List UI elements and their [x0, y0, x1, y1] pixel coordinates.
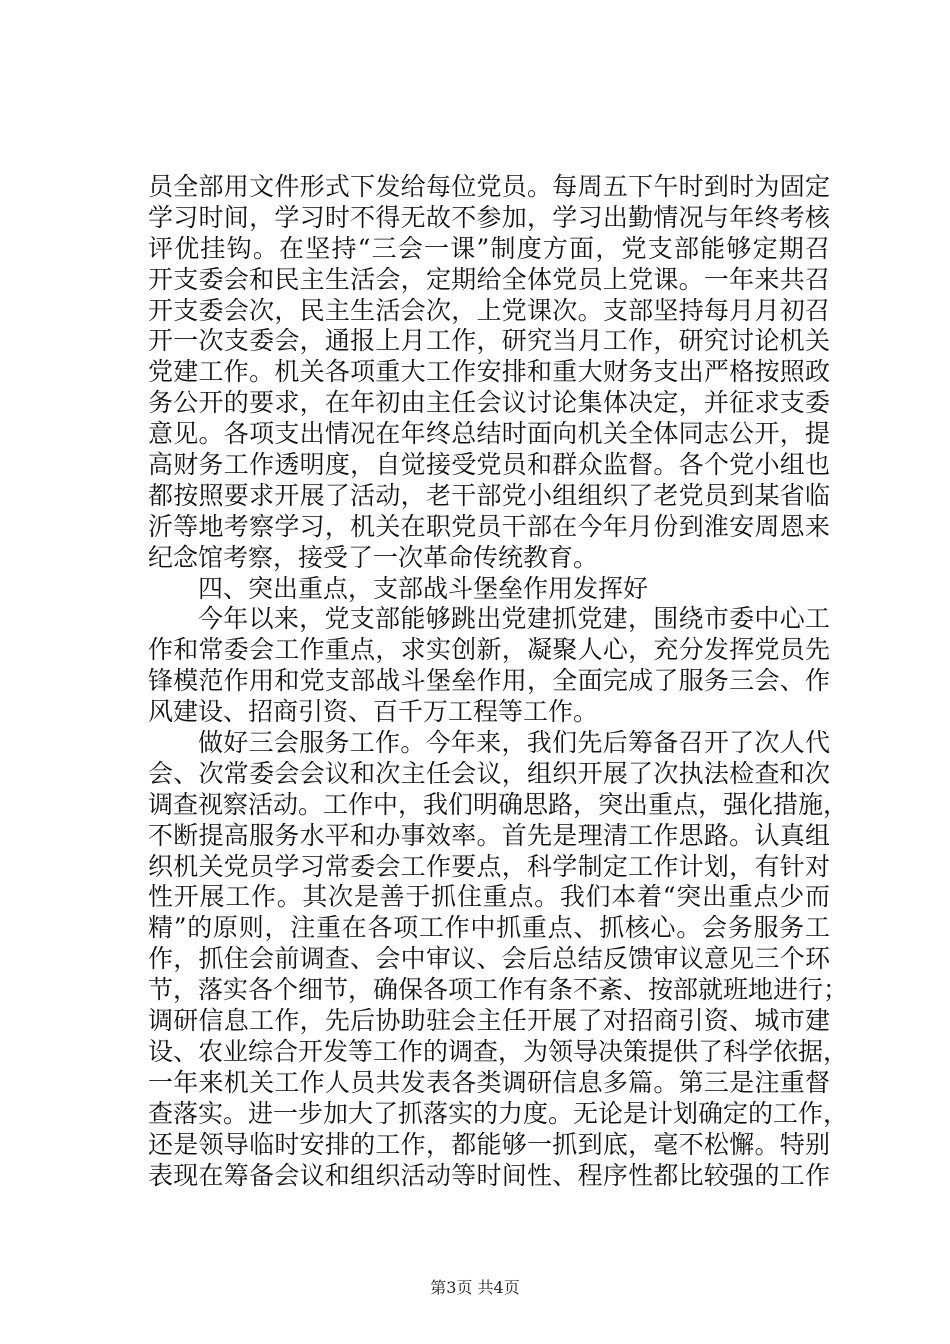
text-line: 查落实。进一步加大了抓落实的力度。无论是计划确定的工作， [148, 1098, 849, 1128]
text-line: 开支委会次，民主生活会次，上党课次。支部坚持每月月初召 [148, 295, 830, 325]
text-line: 都按照要求开展了活动，老干部党小组组织了老党员到某省临 [148, 480, 830, 510]
text-line: 织机关党员学习常委会工作要点，科学制定工作计划，有针对 [148, 851, 830, 881]
text-line: 不断提高服务水平和办事效率。首先是理清工作思路。认真组 [148, 820, 830, 850]
text-line: 意见。各项支出情况在年终总结时面向机关全体同志公开，提 [148, 419, 830, 449]
text-line: 表现在筹备会议和组织活动等时间性、程序性都比较强的工作 [148, 1160, 830, 1190]
text-line: 一年来机关工作人员共发表各类调研信息多篇。第三是注重督 [148, 1067, 830, 1097]
text-line: 今年以来，党支部能够跳出党建抓党建，围绕市委中心工 [198, 604, 830, 634]
text-line: 学习时间，学习时不得无故不参加，学习出勤情况与年终考核 [148, 202, 830, 232]
text-line: 作和常委会工作重点，求实创新，凝聚人心，充分发挥党员先 [148, 635, 830, 665]
text-line: 纪念馆考察，接受了一次革命传统教育。 [148, 542, 599, 572]
text-line: 调研信息工作，先后协助驻会主任开展了对招商引资、城市建 [148, 1006, 830, 1036]
text-line: 风建设、招商引资、百千万工程等工作。 [148, 697, 599, 727]
text-line: 员全部用文件形式下发给每位党员。每周五下午时到时为固定 [148, 172, 830, 201]
text-line: 会、次常委会会议和次主任会议，组织开展了次执法检查和次 [148, 758, 830, 788]
text-line: 节，落实各个细节，确保各项工作有条不紊、按部就班地进行； [148, 975, 849, 1005]
text-line: 性开展工作。其次是善于抓住重点。我们本着“突出重点少而 [148, 882, 830, 912]
text-line: 设、农业综合开发等工作的调查，为领导决策提供了科学依据， [148, 1036, 849, 1066]
text-line: 调查视察活动。工作中，我们明确思路，突出重点，强化措施， [148, 789, 849, 819]
body-text [148, 172, 849, 1191]
text-line: 锋模范作用和党支部战斗堡垒作用，全面完成了服务三会、作 [148, 666, 830, 696]
page-footer: 第3页 共4页 [430, 1278, 520, 1297]
text-line: 做好三会服务工作。今年来，我们先后筹备召开了次人代 [198, 728, 830, 758]
text-line: 开一次支委会，通报上月工作，研究当月工作，研究讨论机关 [148, 326, 830, 356]
text-line: 开支委会和民主生活会，定期给全体党员上党课。一年来共召 [148, 264, 830, 294]
text-line: 作，抓住会前调查、会中审议、会后总结反馈审议意见三个环 [148, 944, 830, 974]
section-heading: 四、突出重点，支部战斗堡垒作用发挥好 [198, 573, 649, 603]
text-line: 高财务工作透明度，自觉接受党员和群众监督。各个党小组也 [148, 450, 830, 480]
text-line: 党建工作。机关各项重大工作安排和重大财务支出严格按照政 [148, 357, 830, 387]
text-line: 还是领导临时安排的工作，都能够一抓到底，毫不松懈。特别 [148, 1129, 830, 1159]
text-line: 务公开的要求，在年初由主任会议讨论集体决定，并征求支委 [148, 388, 830, 418]
text-line: 沂等地考察学习，机关在职党员干部在今年月份到淮安周恩来 [148, 511, 830, 541]
text-line: 评优挂钩。在坚持“三会一课”制度方面，党支部能够定期召 [148, 233, 830, 263]
text-line: 精”的原则，注重在各项工作中抓重点、抓核心。会务服务工 [148, 913, 830, 943]
